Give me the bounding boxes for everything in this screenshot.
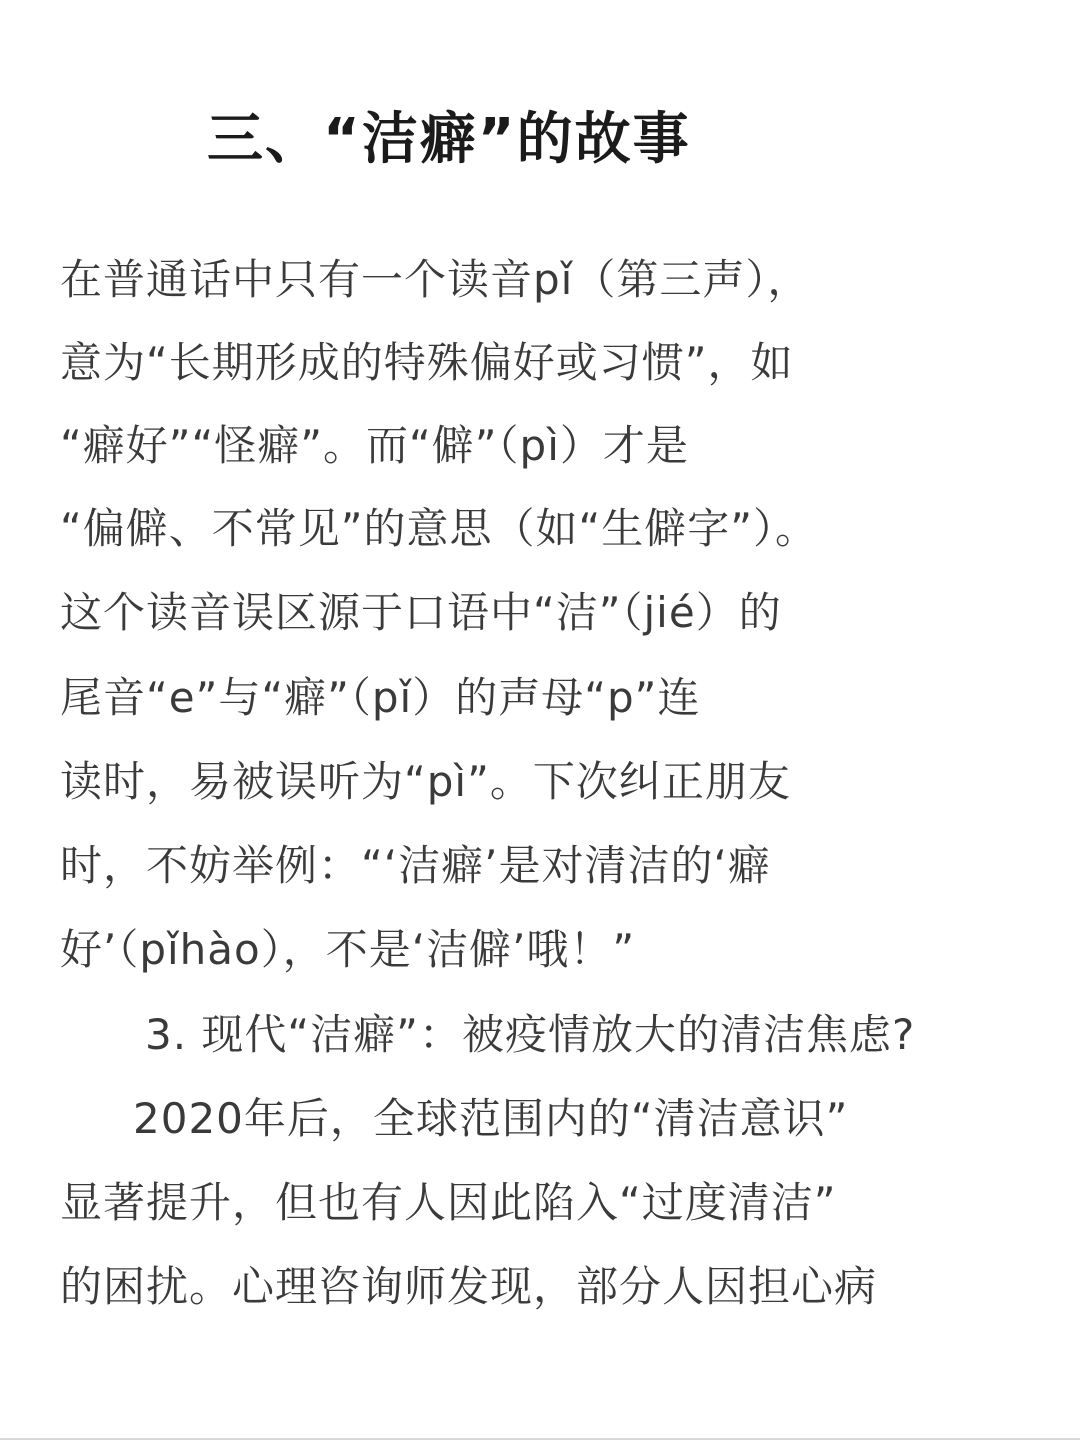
body-line: 显著提升，但也有人因此陷入“过度清洁” [60, 1178, 837, 1227]
body-line: 的困扰。心理咨询师发现，部分人因担心病 [60, 1262, 878, 1311]
subheading: 3. 现代“洁癖”：被疫情放大的清洁焦虑? [145, 1010, 916, 1059]
body-line: 这个读音误区源于口语中“洁”（jié）的 [60, 588, 782, 637]
body-line: “癖好”“怪癖”。而“僻”（pì）才是 [60, 421, 689, 470]
body-line: 读时，易被误听为“pì”。下次纠正朋友 [60, 757, 791, 806]
body-line: 尾音“e”与“癖”（pǐ）的声母“p”连 [60, 673, 701, 722]
body-line: 意为“长期形成的特殊偏好或习惯”，如 [60, 338, 794, 387]
section-title: 三、“洁癖”的故事 [207, 107, 691, 172]
body-line: 2020年后，全球范围内的“清洁意识” [133, 1094, 849, 1143]
body-line: 好’（pǐhào），不是‘洁僻’哦！” [60, 925, 636, 974]
body-line: 时，不妨举例：“‘洁癖’是对清洁的‘癖 [60, 841, 771, 890]
body-line: “偏僻、不常见”的意思（如“生僻字”）。 [60, 504, 819, 553]
body-line: 在普通话中只有一个读音pǐ（第三声）， [60, 255, 811, 304]
